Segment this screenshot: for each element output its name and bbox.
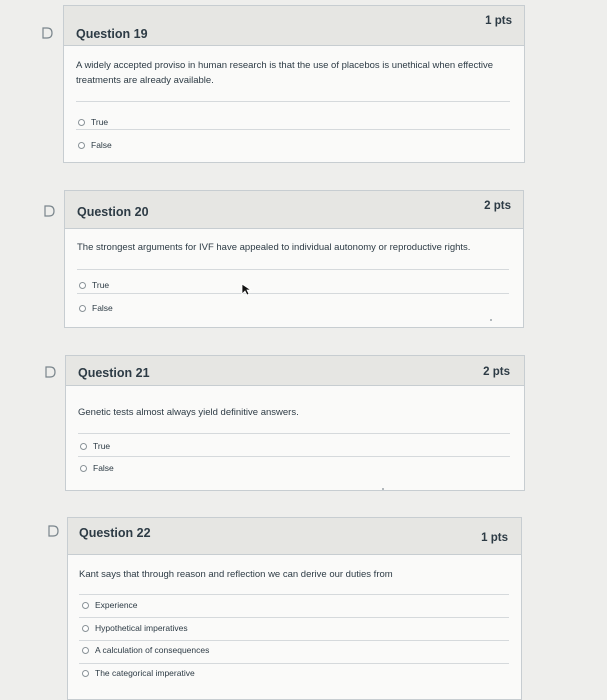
answer-label: True <box>92 280 110 290</box>
scroll-dot <box>382 488 384 490</box>
question-22-card <box>67 517 522 700</box>
answer-label: True <box>93 441 111 451</box>
radio-button[interactable] <box>82 602 89 609</box>
mouse-pointer-icon <box>241 283 252 301</box>
answer-divider <box>79 663 509 664</box>
question-19-points: 1 pts <box>485 15 512 27</box>
answer-label: False <box>91 140 112 150</box>
question-21-text: Genetic tests almost always yield definitive answers. <box>78 407 299 418</box>
question-20-title: Question 20 <box>77 205 149 219</box>
radio-button[interactable] <box>78 119 85 126</box>
radio-button[interactable] <box>79 305 86 312</box>
answer-label: A calculation of consequences <box>95 645 210 655</box>
question-19-card <box>63 5 525 163</box>
question-22-points: 1 pts <box>481 532 508 544</box>
flag-question-19-icon[interactable] <box>40 26 54 40</box>
answer-label: Experience <box>95 600 138 610</box>
answer-label: False <box>92 303 113 313</box>
question-22-divider <box>79 594 509 595</box>
question-21-points: 2 pts <box>483 366 510 378</box>
question-21-answer-false[interactable] <box>80 463 114 473</box>
question-22-answer-consequences[interactable] <box>82 645 209 655</box>
question-19-title: Question 19 <box>76 27 148 41</box>
answer-label: False <box>93 463 114 473</box>
radio-button[interactable] <box>79 282 86 289</box>
question-21-card <box>65 355 525 491</box>
answer-label: True <box>91 117 109 127</box>
scroll-dot <box>490 319 492 321</box>
question-20-points: 2 pts <box>484 200 511 212</box>
answer-divider <box>76 129 510 130</box>
question-20-card <box>64 190 524 328</box>
radio-button[interactable] <box>82 670 89 677</box>
question-19-answer-true[interactable] <box>78 117 108 127</box>
question-22-text: Kant says that through reason and reflection we can derive our duties from <box>79 569 393 580</box>
question-22-answer-experience[interactable] <box>82 600 138 610</box>
question-20-answer-true[interactable] <box>79 280 109 290</box>
radio-button[interactable] <box>78 142 85 149</box>
radio-button[interactable] <box>80 443 87 450</box>
flag-question-22-icon[interactable] <box>46 524 60 538</box>
question-20-text: The strongest arguments for IVF have appealed to individual autonomy or reproductive rights. <box>77 242 471 253</box>
radio-button[interactable] <box>82 647 89 654</box>
question-21-answer-true[interactable] <box>80 441 110 451</box>
question-22-title: Question 22 <box>79 526 151 540</box>
radio-button[interactable] <box>80 465 87 472</box>
question-19-text: A widely accepted proviso in human research is that the use of placebos is unethical when effective treatments are already available. <box>76 60 494 86</box>
answer-label: Hypothetical imperatives <box>95 623 188 633</box>
question-19-answer-false[interactable] <box>78 140 112 150</box>
answer-divider <box>78 456 510 457</box>
question-22-answer-hypothetical[interactable] <box>82 623 188 633</box>
question-21-title: Question 21 <box>78 366 150 380</box>
answer-divider <box>77 293 509 294</box>
flag-question-20-icon[interactable] <box>42 204 56 218</box>
answer-divider <box>79 617 509 618</box>
flag-question-21-icon[interactable] <box>43 365 57 379</box>
answer-divider <box>79 640 509 641</box>
question-19-divider <box>76 101 510 102</box>
radio-button[interactable] <box>82 625 89 632</box>
question-20-divider <box>77 269 509 270</box>
question-20-answer-false[interactable] <box>79 303 113 313</box>
question-22-answer-categorical[interactable] <box>82 668 195 678</box>
answer-label: The categorical imperative <box>95 668 195 678</box>
question-21-divider <box>78 433 510 434</box>
